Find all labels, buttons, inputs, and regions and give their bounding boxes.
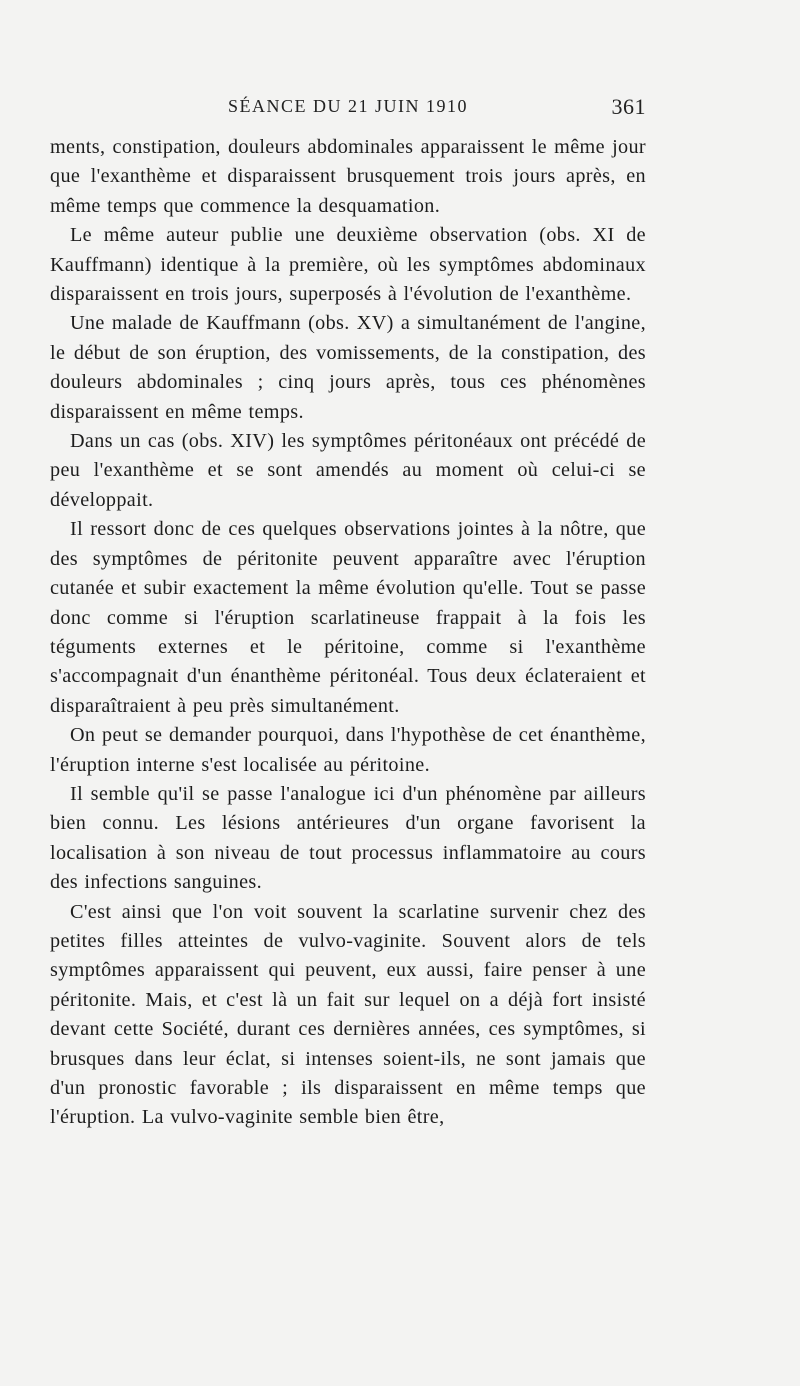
running-title: SÉANCE DU 21 JUIN 1910 [228,96,468,116]
body-text [50,133,646,1133]
paragraph-5: Il ressort donc de ces quelques observations jointes à la nôtre, que des symptômes de péritonite peuvent apparaître avec l'éruption cutanée et subir exactement la même évolution qu'elle. Tout se passe donc comme si l'éruption scarlatineuse frappait à la fois les téguments externes et le péritoine, comme si l'exanthème s'accompagnait d'un énanthème péritonéal. Tous deux éclateraient et disparaîtraient à peu près simultanément. [50,518,646,717]
paragraph-2: Le même auteur publie une deuxième observation (obs. XI de Kauffmann) identique à la première, où les symptômes abdominaux disparaissent en trois jours, superposés à l'évolution de l'exanthème. [50,224,646,306]
paragraph-1: ments, constipation, douleurs abdominales apparaissent le même jour que l'exanthème et disparaissent brusquement trois jours après, en même temps que commence la desquamation. [50,136,646,217]
paragraph-8: C'est ainsi que l'on voit souvent la scarlatine survenir chez des petites filles atteintes de vulvo-vaginite. Souvent alors de tels symptômes apparaissent qui peuvent, eux aussi, faire penser à une péritonite. Mais, et c'est là un fait sur lequel on a déjà fort insisté devant cette Société, durant ces dernières années, ces symptômes, si brusques dans leur éclat, si intenses soient-ils, ne sont jamais que d'un pronostic favorable ; ils disparaissent en même temps que l'éruption. La vulvo-vaginite semble bien être, [50,900,646,1129]
paragraph-7: Il semble qu'il se passe l'analogue ici d'un phénomène par ailleurs bien connu. Les lésions antérieures d'un organe favorisent la localisation à son niveau de tout processus inflammatoire au cours des infections sanguines. [50,782,646,894]
paragraph-4: Dans un cas (obs. XIV) les symptômes péritonéaux ont précédé de peu l'exanthème et se sont amendés au moment où celui-ci se développait. [50,430,646,511]
paragraph-3: Une malade de Kauffmann (obs. XV) a simultanément de l'angine, le début de son éruption, des vomissements, de la constipation, des douleurs abdominales ; cinq jours après, tous ces phénomènes disparaissent en même temps. [50,312,646,423]
paragraph-6: On peut se demander pourquoi, dans l'hypothèse de cet énanthème, l'éruption interne s'est localisée au péritoine. [50,724,646,776]
page-number: 361 [611,94,646,119]
running-head [50,96,646,126]
